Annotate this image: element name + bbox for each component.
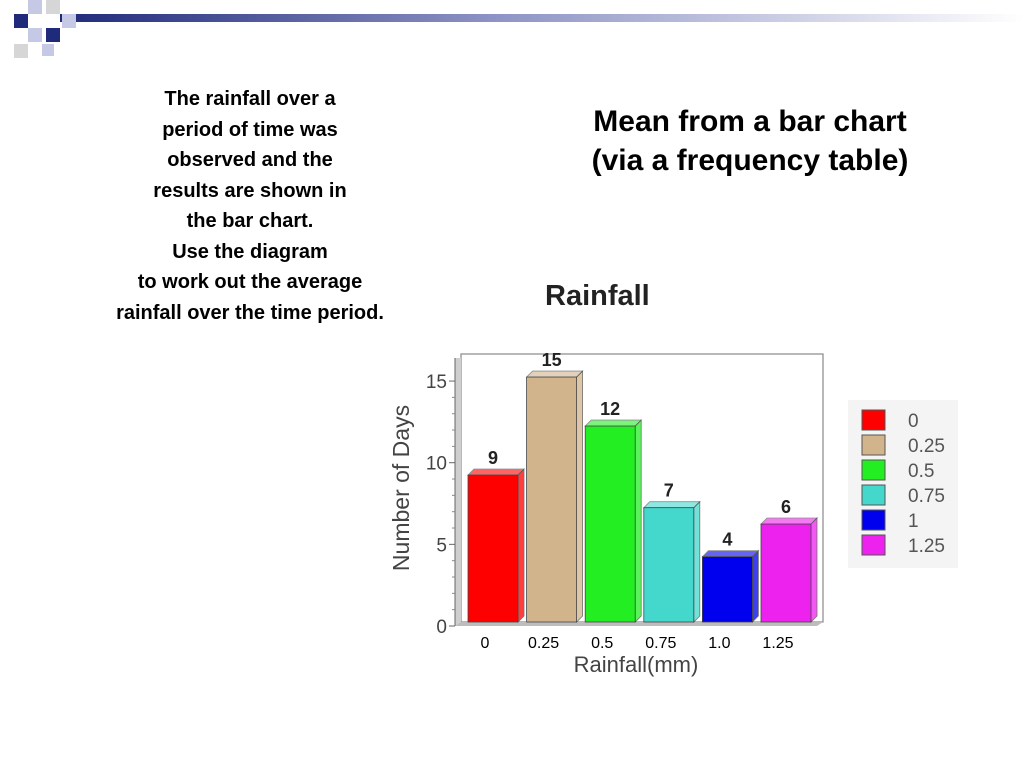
legend-swatch xyxy=(862,410,885,430)
bar-data-label: 7 xyxy=(663,480,674,501)
y-tick-label: 15 xyxy=(425,372,447,394)
x-tick-label: 0.25 xyxy=(528,635,560,652)
y-tick-label: 5 xyxy=(436,535,447,557)
chart-title: Rainfall xyxy=(545,280,650,312)
legend-label: 0 xyxy=(908,411,919,432)
bar-data-label: 15 xyxy=(541,350,562,371)
legend-label: 0.75 xyxy=(908,486,945,507)
bar-top xyxy=(527,371,583,377)
bar-side xyxy=(694,502,700,622)
problem-line: rainfall over the time period. xyxy=(116,301,384,324)
problem-line: Use the diagram xyxy=(172,240,328,263)
bar-top xyxy=(468,469,524,475)
legend-label: 0.5 xyxy=(908,461,935,482)
bar-0.5 xyxy=(585,420,641,622)
bar-1.25 xyxy=(761,518,817,622)
legend-swatch xyxy=(862,435,885,455)
legend xyxy=(848,400,958,568)
y-tick-label: 10 xyxy=(425,453,447,475)
bar-side xyxy=(518,469,524,622)
bar-side xyxy=(752,551,758,622)
bar-top xyxy=(702,551,758,557)
y-axis xyxy=(426,358,455,638)
bar-top xyxy=(585,420,641,426)
y-axis-label: Number of Days xyxy=(388,404,414,572)
bar-data-label: 9 xyxy=(487,448,499,469)
problem-line: results are shown in xyxy=(153,179,347,202)
legend-swatch xyxy=(862,510,885,530)
plot-floor xyxy=(455,622,823,626)
problem-line: to work out the average xyxy=(137,271,363,293)
bar-0 xyxy=(468,469,524,622)
legend-swatch xyxy=(862,485,885,505)
x-tick-label: 0.75 xyxy=(645,635,677,652)
bar-data-label: 4 xyxy=(722,529,733,550)
problem-line: observed and the xyxy=(167,149,333,171)
bar-front xyxy=(527,377,577,622)
x-axis-label: Rainfall(mm) xyxy=(573,652,699,677)
bar-top xyxy=(644,502,700,508)
bar-side xyxy=(577,371,583,622)
x-axis-tick-labels xyxy=(481,635,794,652)
slide-title-line-1: Mean from a bar chart xyxy=(593,105,907,138)
bar-front xyxy=(702,557,752,622)
bar-1.0 xyxy=(702,551,758,622)
problem-line: The rainfall over a xyxy=(164,88,336,110)
bar-0.25 xyxy=(527,371,583,622)
bar-side xyxy=(635,420,641,622)
bar-front xyxy=(468,475,518,622)
x-tick-label: 1.0 xyxy=(708,635,731,652)
bar-front xyxy=(761,524,811,622)
bar-0.75 xyxy=(644,502,700,622)
x-tick-label: 0 xyxy=(480,635,490,652)
plot-side-wall xyxy=(455,358,461,626)
bar-front xyxy=(585,426,635,622)
problem-line: the bar chart. xyxy=(186,210,314,232)
x-tick-label: 0.5 xyxy=(591,635,614,652)
bar-top xyxy=(761,518,817,524)
legend-swatch xyxy=(862,535,885,555)
legend-label: 1 xyxy=(908,511,919,532)
bar-data-label: 12 xyxy=(600,399,621,420)
y-tick-label: 0 xyxy=(436,617,447,638)
legend-label: 1.25 xyxy=(908,536,945,557)
bar-front xyxy=(644,508,694,622)
legend-label: 0.25 xyxy=(908,436,945,457)
bar-side xyxy=(811,518,817,622)
x-tick-label: 1.25 xyxy=(762,635,794,652)
slide-title-line-2: (via a frequency table) xyxy=(591,144,909,177)
problem-line: period of time was xyxy=(162,118,338,141)
bar-data-label: 6 xyxy=(780,497,792,518)
legend-swatch xyxy=(862,460,885,480)
